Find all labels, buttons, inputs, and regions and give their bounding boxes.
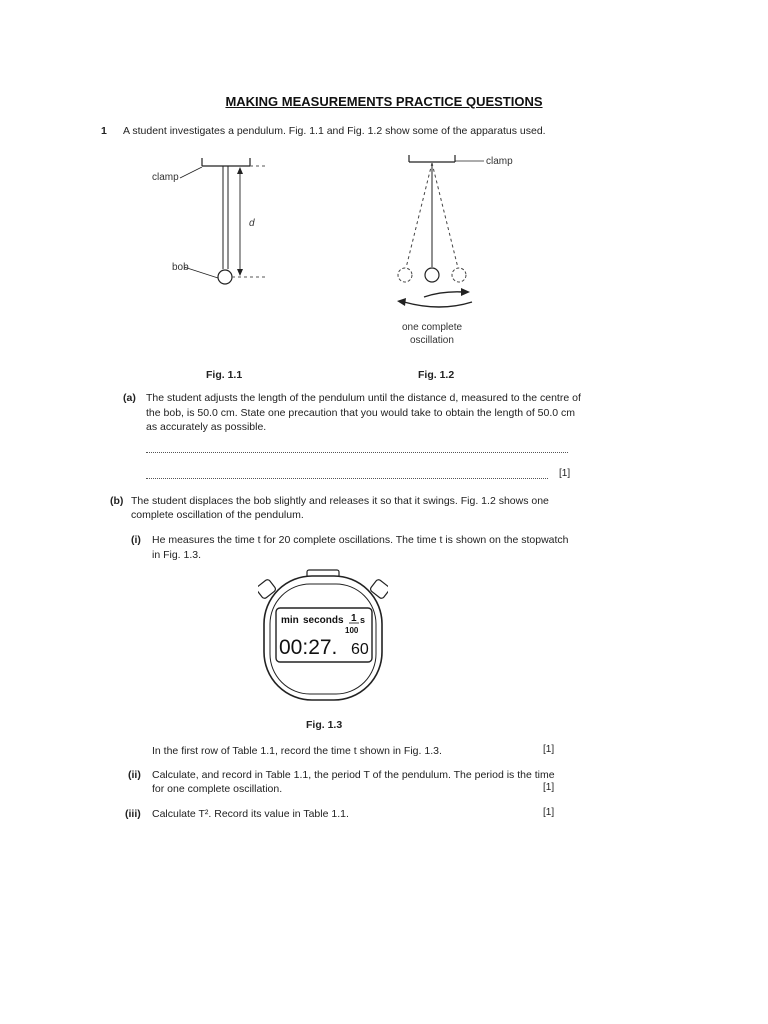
fig-1-2-diagram <box>380 150 500 320</box>
part-b-iii-mark: [1] <box>543 807 555 818</box>
clamp-pointer <box>180 167 202 178</box>
part-b-ii-line-2: for one complete oscillation. <box>152 783 283 795</box>
clamp-label-fig12: clamp <box>486 156 513 167</box>
part-b-line-1: The student displaces the bob slightly and releases it so that it swings. Fig. 1.2 shows one <box>131 495 549 507</box>
part-b-iii-label: (iii) <box>125 808 141 820</box>
bob-pointer <box>184 267 218 278</box>
oscillation-label-2: oscillation <box>410 335 454 346</box>
part-b-ii-label: (ii) <box>128 769 141 781</box>
bob-label: bob <box>172 262 189 273</box>
pendulum-string-left <box>406 163 432 268</box>
clamp-label: clamp <box>152 172 179 183</box>
fig-1-1-diagram <box>140 150 290 290</box>
part-b-i-record: In the first row of Table 1.1, record the time t shown in Fig. 1.3. <box>152 745 442 757</box>
seconds-label: seconds <box>303 615 344 626</box>
part-b-i-line-2: in Fig. 1.3. <box>152 549 202 561</box>
part-b-ii-line-1: Calculate, and record in Table 1.1, the period T of the pendulum. The period is the time <box>152 769 555 781</box>
part-b-i-line-1: He measures the time t for 20 complete oscillations. The time t is shown on the stopwatch <box>152 534 569 546</box>
part-b-iii-text: Calculate T². Record its value in Table 1.1. <box>152 808 349 820</box>
arrow-left-path <box>404 302 472 307</box>
bob-centre <box>425 268 439 282</box>
part-b-label: (b) <box>110 495 124 507</box>
part-a-label: (a) <box>123 392 136 404</box>
page-title: MAKING MEASUREMENTS PRACTICE QUESTIONS <box>225 94 543 109</box>
pendulum-bob <box>218 270 232 284</box>
fig-1-2-caption: Fig. 1.2 <box>418 369 455 381</box>
part-b-i-label: (i) <box>131 534 141 546</box>
part-b-i-mark: [1] <box>543 744 555 755</box>
part-b-ii-mark: [1] <box>543 782 555 793</box>
arrow-right-head <box>461 288 470 296</box>
fraction-denominator: 100 <box>345 626 359 635</box>
question-number: 1 <box>101 125 107 137</box>
fraction-numerator: 1 <box>351 613 357 624</box>
stopwatch <box>258 568 388 704</box>
part-b-line-2: complete oscillation of the pendulum. <box>131 509 304 521</box>
time-reading: 00:27. <box>279 636 338 659</box>
time-reading-hundredths: 60 <box>351 641 369 658</box>
fig-1-1-caption: Fig. 1.1 <box>206 369 243 381</box>
bob-right <box>452 268 466 282</box>
fig-1-3-caption: Fig. 1.3 <box>306 719 343 731</box>
answer-line-1[interactable] <box>146 452 568 453</box>
fraction-unit: s <box>360 615 366 625</box>
pendulum-string-right <box>432 163 458 268</box>
question-intro: A student investigates a pendulum. Fig. 1.1 and Fig. 1.2 show some of the apparatus used. <box>123 125 546 137</box>
d-arrow-down <box>237 269 243 276</box>
part-a-mark: [1] <box>559 468 571 479</box>
arrow-left-head <box>397 298 406 306</box>
arrow-right-path <box>424 292 463 297</box>
part-a-line-2: the bob, is 50.0 cm. State one precaution that you would take to obtain the length of 50.0 cm <box>146 407 576 419</box>
bob-left <box>398 268 412 282</box>
answer-line-2[interactable] <box>146 478 548 479</box>
oscillation-label-1: one complete <box>402 322 463 333</box>
min-label: min <box>281 615 299 626</box>
part-a-line-3: as accurately as possible. <box>146 421 267 433</box>
d-label: d <box>249 218 255 229</box>
d-arrow-up <box>237 167 243 174</box>
part-a-line-1: The student adjusts the length of the pendulum until the distance d, measured to the centre of <box>146 392 581 404</box>
